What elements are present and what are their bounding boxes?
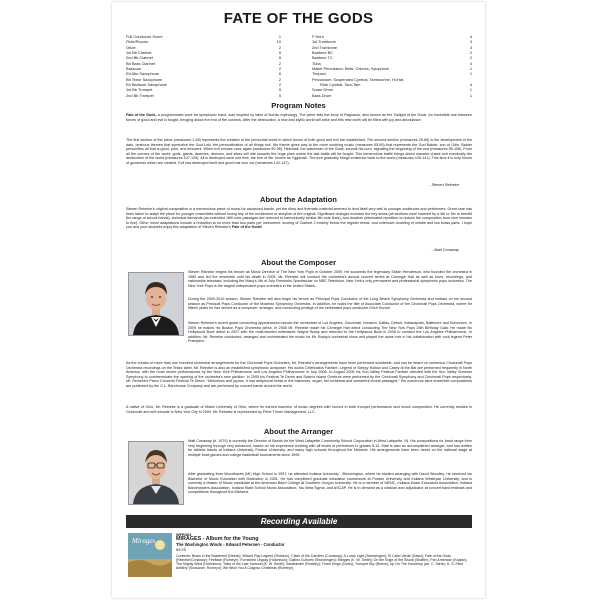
instrument-name: Tuba [312,60,321,66]
composer-paragraph-1: Steven Reineke begins his tenure as Music Director of The New York Pops in October 2009. He succeeds the legendary Skitch Henderson, who founded the orchestra in 1983 and led the ensemble until his death in 2005. Mr. Reineke will conduct the orchestra's annual concert series at Carnegie Hall as well as tours, recordings, and nationwide telecasts, including the Macy's 4th of July Fireworks Spectacular on NBC Television. New York's only permanent and professional symphonic pops orchestra, The New York Pops is the largest independent pops orchestra in the United States. [188,270,472,288]
instrumentation-list-left [126,34,281,98]
recording-contents: Contents: Brass in the Basement (Neeck); Wizard Ray Legend (Sheldon); Clash of the Carolers (Conaway); A Lunar Light (Swearingen); El Cabo Verde (Gassi); Fate of the Gods (Reineke/Conaway); Fireflash (Romeyn); Furnished Legacy (Hutchison); Galileo Cultures (Swearingen); Mirages (K. W. Smith); On the Edge of the Sword (Shaffer); Pan American (Kaplan); The Mighty Wind (Hutchison); Tales of the Last Samurai (K. W. Smith); Sarabande! (Ruckley); Three Kings (Curtis); Trumpet Sky (Neeck); Up On The Housetop (arr. C. Sterk); U. S. Field Artillery (Sousa/arr. Romeyn); We Wish You A Calypso Christmas (Romeyn) [176,554,468,571]
page-title: FATE OF THE GODS [223,10,374,27]
instrument-count: 1 [278,34,281,39]
program-notes-paragraph-1 [126,113,472,122]
program-notes-paragraph-2: The first section of the piece (measures 1-28) represents the creation of the primordial world in which forces of both good and evil are established. The second section (measures 29-65) is the development of the dark, ominous themes that symbolize the God Loki, the personification of all things evil. His theme gives way to the more soothing music (measures 65-89) that represents the God Balder, son of Odin. Balder personifies all that is good, pure, and innocent. When evil ensues once again (measures 90-98), Heimdall, the watchman of the Gods, sounds his horn, signaling the beginning of the end (measures 99-106). From all the corners of the world, gods, giants, dwarves, demons, and elves will ride towards the huge plain where the last battle will be fought. This tremendous battle brings about massive chaos and eventually the destruction of the world (measures 107-125). All is destroyed save one tree, the tree of life, known as Yggdrasil. The tree gradually brings existence back to the world (measures 126-141). This time it is only forces of goodness which are created. Evil has destroyed itself and good has won out (measures 142-147). [126,138,472,165]
arranger-photo [128,441,184,505]
instrument-name: F Horn [312,34,324,39]
instrument-row [126,93,281,98]
composer-heading: About the Composer [260,258,337,267]
composer-portrait-image [129,273,183,335]
instrument-count: 6 [278,71,281,77]
instrument-count: 5 [278,55,281,61]
composer-paragraph-3: Steven Reineke's recent guest conducting appearances include the orchestras of Los Angeles, Cincinnati, Houston, Dallas, Detroit, Indianapolis, Baltimore and Edmonton. In 2009 he makes his Boston Pops Orchestra debut. In 2008 Mr. Reineke made his Carnegie Hall debut conducting The New York Pops 25th Birthday Gala. He made his Hollywood Bowl debut in 2007 with the multi-faceted entertainer Wayne Brady and returned to the Hollywood Bowl in 2008 to conduct the Los Angeles Philharmonic. In addition, Mr. Reineke conducted, arranged and orchestrated the music for Mr. Brady's orchestral show and played the same role in his collaboration with rock legend Peter Frampton. [188,321,472,344]
instrument-name: Bass Drum [312,92,332,98]
recording-code: WFR363 [176,532,192,537]
instrument-name: 1st Trombone [312,39,336,45]
instrument-name: Snare Drum [312,87,333,93]
instrument-count: 1 [469,71,472,77]
instrument-name: Timpani [312,71,326,77]
instrument-name: Oboe [126,44,136,50]
instrument-name: Eb Baritone Saxophone [126,82,168,88]
recording-duration: 59:25 [176,547,186,552]
album-cover-image [128,533,172,577]
instrument-count: 2 [278,82,281,88]
instrument-count: 2 [278,76,281,82]
instrument-name: Baritone TC [312,55,333,61]
instrument-count: 3 [469,39,472,45]
instrument-count: 5 [278,50,281,56]
composer-paragraph-4: As the creator of more than one hundred orchestral arrangements for the Cincinnati Pops Orchestra, Mr. Reineke's arrangements have been performed worldwide, and can be heard on numerous Cincinnati Pops Orchestra recordings on the Telarc label. Mr. Reineke is also an established symphonic composer. His works Celebration Fanfare, Legend of Sleepy Hollow and Casey at the Bat are performed frequently in North America, with the most recent performances by the New York Philharmonic and Los Angeles Philharmonic in July 2008. In August 2008 his Sun Valley Festival Fanfare debuted with the Sun Valley Summer Symphony to commemorate the opening of the orchestra's new pavilion. In 2005 his Festival Te Deum and Swan's Island Overture were performed by the Cincinnati Symphony and Cincinnati Pops respectively. Mr. Reineke's Piano Concerto Festival Te Deum. "Melodious and joyous, it had antiphonal brass in the balconies, organ, full orchestra and wonderful choral passages." His numerous wind ensemble compositions are published by the C.L. Barnhouse Company and are performed by concert bands around the world. [126,361,472,388]
instrument-name: Baritone BC [312,50,333,56]
instrument-count: 2 [469,55,472,61]
instrument-name: 1st Bb Trumpet [126,87,153,93]
adaptation-title: Fate of the Gods! [231,225,263,230]
instrument-count: 5 [278,87,281,93]
music-score-sheet [112,2,485,598]
instrument-count: 2 [278,66,281,72]
instrumentation-list-right [312,34,472,98]
instrument-name: Mallet Percussion: Bells, Chimes, Xylophone [312,66,390,72]
instrument-name: Full Conductor Score [126,34,163,39]
album-cover-title: Mirages [132,537,156,545]
instrument-name: Bb Tenor Saxophone [126,76,163,82]
arranger-paragraph-2: After graduating from Woodhaven (MI) High School in 1997, he attended Indiana University - Bloomington, where he studied arranging with David Woodley. He received his Bachelor of Music Education with Distinction in 2001. He has completed graduate education coursework at Purdue University and Indiana Wesleyan University, and is currently a Master of Music candidate at the American Band College at Southern Oregon University. He is a member of MENC, Indiana Music Educators Association, Indiana Bandmasters Association, Indiana State School Music Association, Tau Beta Sigma, and ASCAP. He is in demand as a clinician and adjudicator at concert band festivals and competitions throughout the Midwest. [188,472,472,495]
instrument-count: 4 [469,82,472,88]
instrument-name: 2nd Bb Clarinet [126,55,153,61]
instrument-count: 3 [469,44,472,50]
arranger-portrait-image [129,442,183,504]
composer-paragraph-5: A native of Ohio, Mr. Reineke is a graduate of Miami University of Ohio, where he earned bachelor of music degrees with honors in both trumpet performance and music composition. He currently resides in Cincinnati and will relocate to New York City in 2009. Mr. Reineke is represented by Peter Throm Management, LLC. [126,405,472,414]
instrument-name: Ride Cymbal, Tam-Tam [320,82,361,88]
adaptation-paragraph [126,207,472,230]
album-cover [128,533,172,577]
arranger-paragraph-1: Matt Conaway (b. 1979) is currently the Director of Bands for the West Lafayette Community School Corporation in West Lafayette, IN. His compositions for band range from very beginning through very advanced, based on his experience working with all levels of performers in grades 5-12. Matt is also an accomplished arranger, and has written for athletic bands at Indiana University, Purdue University, and many high schools throughout the Midwest. His arrangements have been heard on the national stage at multiple bowl games and college basketball tournaments since 1999. [188,439,472,457]
adaptation-heading: About the Adaptation [260,195,337,204]
instrument-count: 1 [469,92,472,98]
composer-photo [128,272,184,336]
instrument-count: 4 [469,34,472,39]
recording-album: MIRAGES - Album for the Young [176,536,259,542]
instrument-name: 1st Bb Clarinet [126,50,152,56]
instrument-count: 2 [469,50,472,56]
instrument-count: 4 [469,60,472,66]
instrument-name: Eb Alto Saxophone [126,71,160,77]
instrument-name: Bb Bass Clarinet [126,60,155,66]
composer-paragraph-2: During the 2009-2010 season, Steven Reineke will also begin his tenure as Principal Pops Conductor of the Long Beach Symphony Orchestra and embark on his second season as Principal Pops Conductor of the Modesto Symphony Orchestra. In addition, he holds the title of Associate Conductor of the Cincinnati Pops Orchestra, where for fifteen years he has served as a composer, arranger, and conducting protégé of the celebrated pops conductor Erich Kunzel. [188,297,472,311]
program-notes-text-1: a programmatic work for symphonic band, was inspired by tales of Nordic mythology. The piece tells the story of Ragnarok, also known as the Twilight of the Gods. An incredible war between forces of good and evil is fought, bringing about the end of the cosmos. After the destruction, a new and idyllic world will arise and this new earth will be filled with joy and abundance. [126,113,472,122]
instrument-name: Flute/Piccolo [126,39,149,45]
instrument-count: 2 [278,44,281,50]
instrument-name: 2nd Bb Trumpet [126,92,154,98]
arranger-heading: About the Arranger [263,427,334,436]
instrument-name: Percussion: Suspended Cymbal, Tambourine, Hi-Hat, [312,76,405,82]
recording-ensemble: The Washington Winds - Edward Petersen - Conductor [176,542,285,547]
recording-banner: Recording Available [126,515,472,528]
instrument-count: 1 [469,66,472,72]
recording-details [176,532,472,570]
adaptation-text: Steven Reineke's original composition is a tremendous piece of music for advanced bands, yet the story and thematic material seemed to lend itself very well to younger audiences and performers. Great care has been taken to adapt the piece for younger ensembles without losing any of the excitement or storyline of the original. Significant changes included the key areas (all sections were lowered by a 4th or 5th to benefit the range of school bands), technical demands (an extended 16th note passages are reduced to harmonically similar 8th note lines), and duration (eliminated repetition to reduce the composition from nine minutes to five). Other minor adaptations include a reduction to no more than two parts per instrument, scoring of Clarinet 2 entirely below the register break, and extensive doubling of middle and low brass parts. I hope you and your students enjoy this adaptation of Steven Reineke's [126,207,473,230]
program-notes-lead: Fate of the Gods, [126,113,157,117]
program-notes-signature: - Steven Reineke [429,182,459,187]
instrument-count: 1 [469,87,472,93]
instrument-count: 2 [278,60,281,66]
program-notes-heading: Program Notes [271,101,326,110]
instrument-count: 5 [278,92,281,98]
instrument-name: 2nd Trombone [312,44,338,50]
instrument-row [312,93,472,98]
instrument-name: Bassoon [126,66,142,72]
adaptation-signature: - Matt Conaway [431,247,459,252]
instrument-count: 10 [276,39,281,45]
